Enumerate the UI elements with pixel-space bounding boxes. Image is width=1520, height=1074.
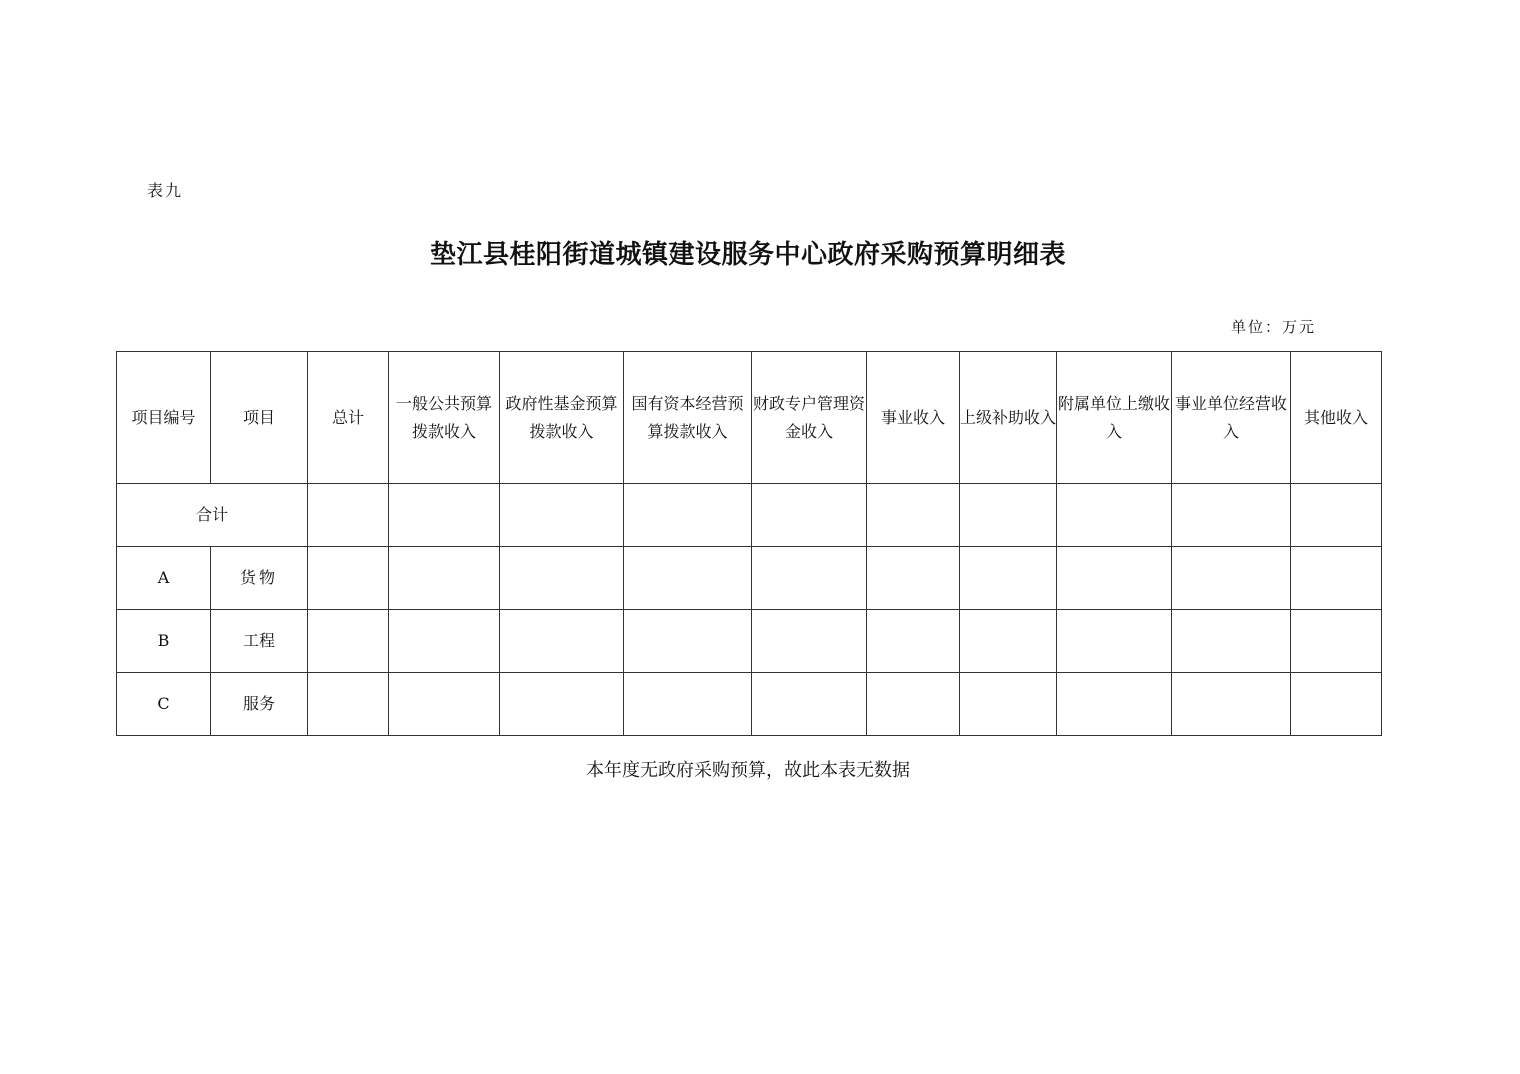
table-cell — [389, 610, 500, 673]
table-cell — [389, 484, 500, 547]
procurement-budget-table — [116, 351, 1382, 736]
table-cell — [1291, 484, 1382, 547]
header-superior-subsidy: 上级补助收入 — [960, 352, 1057, 484]
header-special-account-fund: 财政专户管理资金收入 — [752, 352, 867, 484]
table-cell — [500, 610, 624, 673]
total-label: 合计 — [117, 484, 308, 547]
table-row — [117, 610, 1382, 673]
table-cell — [1291, 673, 1382, 736]
table-cell — [500, 673, 624, 736]
header-state-capital-budget: 国有资本经营预算拨款收入 — [624, 352, 752, 484]
header-general-budget: 一般公共预算拨款收入 — [389, 352, 500, 484]
table-cell — [500, 484, 624, 547]
header-project-code: 项目编号 — [117, 352, 211, 484]
table-cell — [752, 547, 867, 610]
table-cell — [389, 547, 500, 610]
table-row — [117, 547, 1382, 610]
table-cell — [500, 547, 624, 610]
table-cell — [1057, 547, 1172, 610]
table-cell — [1057, 610, 1172, 673]
table-cell — [308, 484, 389, 547]
table-cell — [1172, 673, 1291, 736]
table-row — [117, 673, 1382, 736]
row-name: 服务 — [211, 673, 308, 736]
table-cell — [960, 547, 1057, 610]
table-cell — [752, 610, 867, 673]
table-cell — [1057, 484, 1172, 547]
table-header-row — [117, 352, 1382, 484]
header-project: 项目 — [211, 352, 308, 484]
table-number: 表九 — [147, 181, 184, 200]
table-cell — [867, 610, 960, 673]
table-cell — [960, 673, 1057, 736]
row-code: B — [117, 610, 211, 673]
footnote: 本年度无政府采购预算，故此本表无数据 — [586, 760, 910, 781]
row-name: 货物 — [211, 547, 308, 610]
header-business-income: 事业收入 — [867, 352, 960, 484]
table-cell — [308, 547, 389, 610]
table-cell — [1291, 547, 1382, 610]
row-code: C — [117, 673, 211, 736]
table-cell — [624, 610, 752, 673]
header-gov-fund-budget: 政府性基金预算拨款收入 — [500, 352, 624, 484]
table-cell — [1172, 610, 1291, 673]
table-cell — [624, 484, 752, 547]
table-cell — [752, 673, 867, 736]
table-cell — [867, 484, 960, 547]
table-cell — [1172, 484, 1291, 547]
table-cell — [867, 547, 960, 610]
table-cell — [308, 673, 389, 736]
unit-label: 单位：万元 — [1231, 318, 1317, 336]
table-cell — [960, 610, 1057, 673]
document-title: 垫江县桂阳街道城镇建设服务中心政府采购预算明细表 — [429, 240, 1066, 270]
table-cell — [624, 547, 752, 610]
table-total-row — [117, 484, 1382, 547]
table-cell — [1291, 610, 1382, 673]
row-name: 工程 — [211, 610, 308, 673]
table-cell — [624, 673, 752, 736]
header-operating-income: 事业单位经营收入 — [1172, 352, 1291, 484]
header-affiliate-remittance: 附属单位上缴收入 — [1057, 352, 1172, 484]
table-cell — [308, 610, 389, 673]
table-cell — [960, 484, 1057, 547]
table-cell — [752, 484, 867, 547]
row-code: A — [117, 547, 211, 610]
header-total: 总计 — [308, 352, 389, 484]
header-other-income: 其他收入 — [1291, 352, 1382, 484]
table-cell — [1057, 673, 1172, 736]
table-cell — [389, 673, 500, 736]
table-cell — [867, 673, 960, 736]
table-cell — [1172, 547, 1291, 610]
